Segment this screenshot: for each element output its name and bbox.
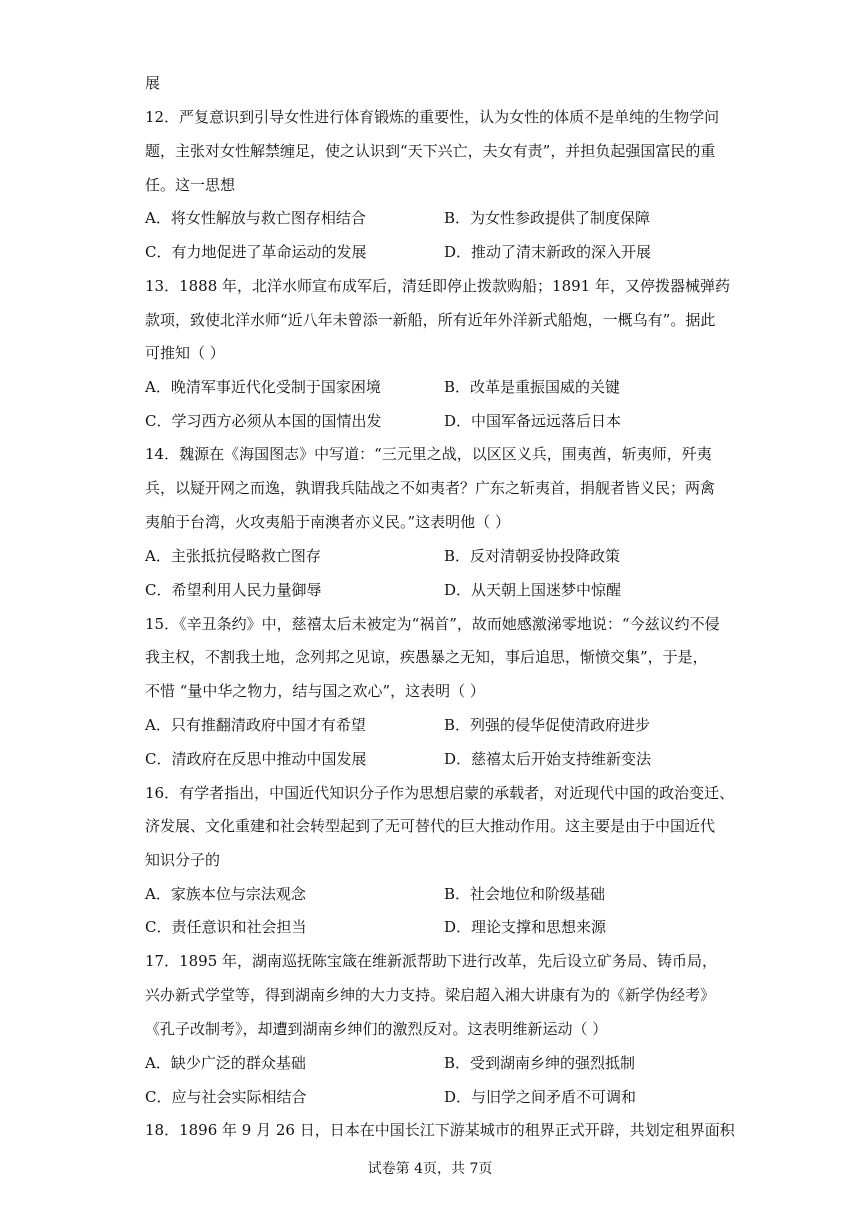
option-b: B．反对清朝妥协投降政策 <box>444 547 621 565</box>
option-d: D．与旧学之间矛盾不可调和 <box>444 1088 637 1106</box>
question-line: 兵，以疑开网之而逸，孰谓我兵陆战之不如夷者？广东之斩夷首，捐舰者皆义民；两禽 <box>145 479 716 497</box>
option-d: D．中国军备远远落后日本 <box>444 412 622 430</box>
question-line: 款项，致使北洋水师“近八年未曾添一新船，所有近年外洋新式船炮，一概乌有”。据此 <box>145 311 716 329</box>
option-a: A．家族本位与宗法观念 <box>145 885 306 903</box>
question-line: 13．1888 年，北洋水师宣布成军后，清廷即停止拨款购船；1891 年，又停拨器械弹药 <box>145 277 730 295</box>
question-line: 夷舶于台湾，火攻夷船于南澳者亦义民。”这表明他（ ） <box>145 513 510 531</box>
page-footer: 试卷第 4页，共 7页 <box>367 1161 493 1177</box>
option-c: C．应与社会实际相结合 <box>145 1088 307 1106</box>
option-c: C．清政府在反思中推动中国发展 <box>145 750 367 768</box>
option-a: A．晚清军事近代化受制于国家困境 <box>145 378 381 396</box>
option-a: A．将女性解放与救亡图存相结合 <box>145 209 366 227</box>
option-b: B．为女性参政提供了制度保障 <box>444 209 651 227</box>
option-a: A．缺少广泛的群众基础 <box>145 1054 306 1072</box>
option-d: D．推动了清末新政的深入开展 <box>444 243 652 261</box>
question-line: 16．有学者指出，中国近代知识分子作为思想启蒙的承载者，对近现代中国的政治变迁、 <box>145 784 735 802</box>
option-d: D．从天朝上国迷梦中惊醒 <box>444 581 622 599</box>
question-line: 知识分子的 <box>145 851 221 869</box>
option-a: A．主张抵抗侵略救亡图存 <box>145 547 321 565</box>
option-c: C．责任意识和社会担当 <box>145 918 307 936</box>
option-b: B．受到湖南乡绅的强烈抵制 <box>444 1054 636 1072</box>
option-d: D．慈禧太后开始支持维新变法 <box>444 750 652 768</box>
option-b: B．改革是重振国威的关键 <box>444 378 621 396</box>
question-line: 兴办新式学堂等，得到湖南乡绅的大力支持。梁启超入湘大讲康有为的《新学伪经考》 <box>145 986 716 1004</box>
question-line: 12．严复意识到引导女性进行体育锻炼的重要性，认为女性的体质不是单纯的生物学问 <box>145 108 720 126</box>
option-a: A．只有推翻清政府中国才有希望 <box>145 716 366 734</box>
question-line: 题，主张对女性解禁缠足，使之认识到“天下兴亡，夫女有责”，并担负起强国富民的重 <box>145 142 716 160</box>
question-line: 济发展、文化重建和社会转型起到了无可替代的巨大推动作用。这主要是由于中国近代 <box>145 817 716 835</box>
question-line: 14．魏源在《海国图志》中写道：“三元里之战，以区区义兵，围夷酋，斩夷师，歼夷 <box>145 445 712 463</box>
question-line: 17．1895 年，湖南巡抚陈宝箴在维新派帮助下进行改革，先后设立矿务局、铸币局， <box>145 952 718 970</box>
option-d: D．理论支撑和思想来源 <box>444 918 607 936</box>
option-c: C．有力地促进了革命运动的发展 <box>145 243 367 261</box>
question-line: 任。这一思想 <box>145 176 236 194</box>
option-c: C．学习西方必须从本国的国情出发 <box>145 412 382 430</box>
question-line: 我主权，不割我土地，念列邦之见谅，疾愚暴之无知，事后追思，惭愤交集”，于是， <box>145 648 708 666</box>
question-line: 可推知（ ） <box>145 344 225 362</box>
continuation-text: 展 <box>145 74 161 92</box>
option-b: B．社会地位和阶级基础 <box>444 885 606 903</box>
option-b: B．列强的侵华促使清政府进步 <box>444 716 651 734</box>
question-line: 15．《辛丑条约》中，慈禧太后未被定为“祸首”，故而她感激涕零地说：“今兹议约不侵 <box>145 615 720 633</box>
question-line: 《孔子改制考》，却遭到湖南乡绅们的激烈反对。这表明维新运动（ ） <box>145 1020 608 1038</box>
question-line: 18．1896 年 9 月 26 日，日本在中国长江下游某城市的租界正式开辟，共划定租界面积 <box>145 1121 735 1139</box>
option-c: C．希望利用人民力量御辱 <box>145 581 322 599</box>
question-line: 不惜 “量中华之物力，结与国之欢心”，这表明（ ） <box>145 682 485 700</box>
